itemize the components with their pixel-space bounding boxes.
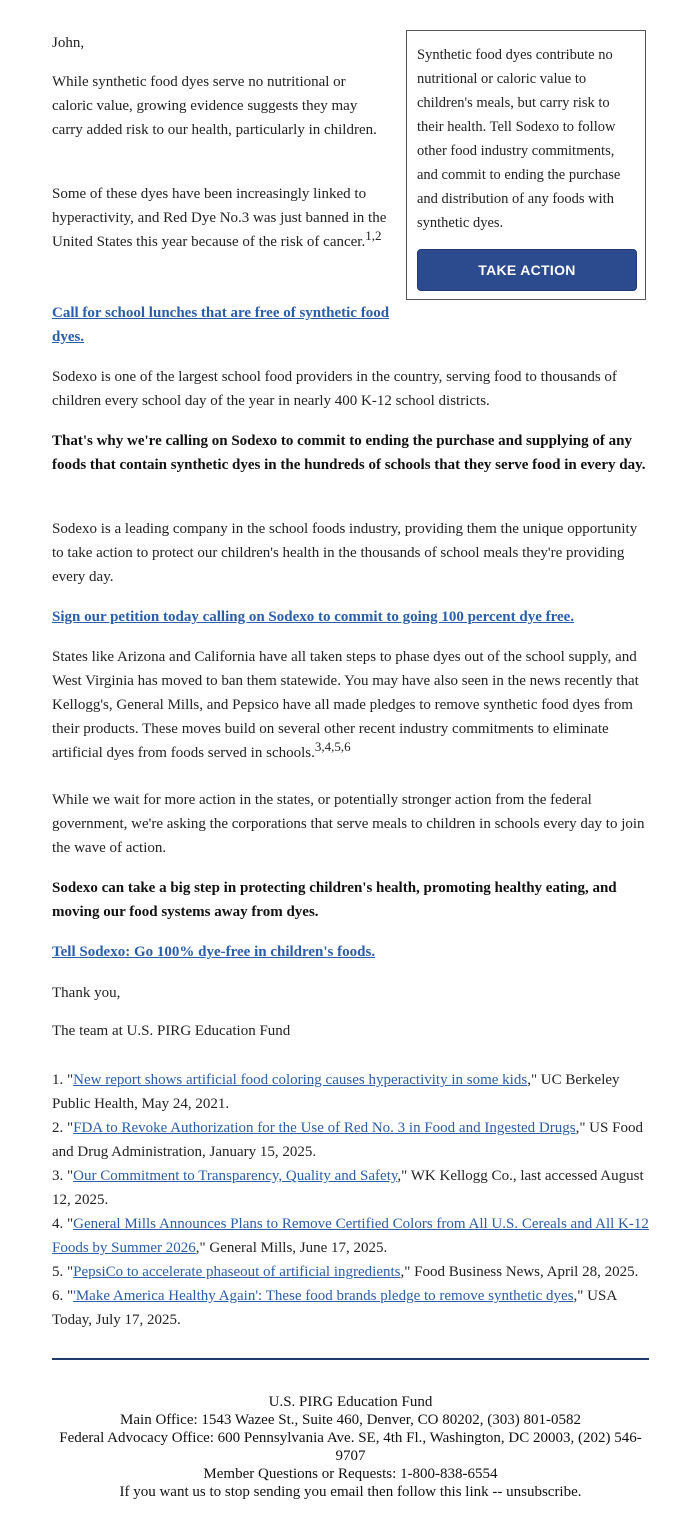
footer (52, 1393, 649, 1501)
reference-source: ," US Food and Drug Administration, January 15, 2025. (52, 1120, 643, 1160)
cta-link-school-lunches-text[interactable]: Call for school lunches that are free of synthetic food dyes. (52, 305, 390, 345)
reference-number: 5. " (52, 1264, 74, 1280)
footer-federal-office: Federal Advocacy Office: 600 Pennsylvania Ave. SE, 4th Fl., Washington, DC 20003, (202) 546-9707 (59, 1430, 642, 1464)
reference-source: ," Food Business News, April 28, 2025. (400, 1264, 639, 1280)
take-action-button[interactable]: TAKE ACTION (417, 249, 637, 291)
reference-link[interactable]: PepsiCo to accelerate phaseout of artificial ingredients (73, 1264, 401, 1280)
signature: The team at U.S. PIRG Education Fund (52, 1023, 291, 1039)
footnote-ref-1-2: 1,2 (365, 228, 382, 243)
closing-thanks: Thank you, (52, 985, 121, 1001)
reference-item (52, 1284, 649, 1332)
paragraph-big-step: Sodexo can take a big step in protecting children's health, promoting healthy eating, and moving our food systems away from dyes. (52, 880, 617, 920)
footer-main-office: Main Office: 1543 Wazee St., Suite 460, Denver, CO 80202, (303) 801-0582 (120, 1412, 581, 1428)
reference-number: 1. " (52, 1072, 74, 1088)
reference-link[interactable]: 'Make America Healthy Again': These food brands pledge to remove synthetic dyes (73, 1288, 574, 1304)
paragraph-states (52, 645, 649, 765)
paragraph-calling-on-sodexo: That's why we're calling on Sodexo to commit to ending the purchase and supplying of any foods that contain synthetic dyes in the hundreds of schools that they serve food in every day. (52, 433, 646, 473)
intro-paragraph-2-text: Some of these dyes have been increasingly linked to hyperactivity, and Red Dye No.3 was just banned in the United States this year because of the risk of cancer. (52, 186, 387, 250)
sidebar-text: Synthetic food dyes contribute no nutritional or caloric value to children's meals, but carry risk to their health. Tell Sodexo to follow other food industry commitments, and commit to ending the purchase and distribution of any foods with synthetic dyes. (417, 47, 621, 231)
reference-number: 4. " (52, 1216, 74, 1232)
reference-item (52, 1116, 649, 1164)
reference-link[interactable]: Our Commitment to Transparency, Quality and Safety (73, 1168, 398, 1184)
intro-paragraph-2 (52, 182, 392, 254)
reference-item (52, 1260, 649, 1284)
cta-link-sign-petition-text[interactable]: Sign our petition today calling on Sodexo to commit to going 100 percent dye free. (52, 609, 575, 625)
paragraph-sodexo-provider: Sodexo is one of the largest school food providers in the country, serving food to thousands of children every school day of the year in nearly 400 K-12 school districts. (52, 369, 617, 409)
footer-divider (52, 1358, 649, 1360)
paragraph-states-text: States like Arizona and California have all taken steps to phase dyes out of the school supply, and West Virginia has moved to ban them statewide. You may have also seen in the news recently that Kellogg's, General Mills, and Pepsico have all made pledges to remove synthetic food dyes from their products. These moves build on several other recent industry commitments to eliminate artificial dyes from foods served in schools. (52, 649, 639, 761)
footer-org-name: U.S. PIRG Education Fund (268, 1394, 433, 1410)
reference-source: ," USA Today, July 17, 2025. (52, 1288, 617, 1328)
reference-source: ," WK Kellogg Co., last accessed August 12, 2025. (52, 1168, 644, 1208)
reference-item (52, 1212, 649, 1260)
intro-paragraph-1: While synthetic food dyes serve no nutritional or caloric value, growing evidence suggests they may carry added risk to our health, particularly in children. (52, 74, 377, 138)
footnote-ref-3-6: 3,4,5,6 (314, 739, 351, 754)
footer-member-contact: Member Questions or Requests: 1-800-838-6554 (203, 1466, 498, 1482)
reference-link[interactable]: New report shows artificial food coloring causes hyperactivity in some kids (73, 1072, 528, 1088)
greeting: John, (52, 35, 85, 51)
reference-link[interactable]: FDA to Revoke Authorization for the Use of Red No. 3 in Food and Ingested Drugs (73, 1120, 576, 1136)
take-action-sidebar (406, 30, 646, 300)
paragraph-wait-for-action: While we wait for more action in the states, or potentially stronger action from the federal government, we're asking the corporations that serve meals to children in schools every day to join the wave of action. (52, 792, 645, 856)
cta-link-school-lunches[interactable] (52, 301, 392, 349)
reference-number: 3. " (52, 1168, 74, 1184)
reference-source: ," General Mills, June 17, 2025. (195, 1240, 388, 1256)
cta-link-dye-free-text[interactable]: Tell Sodexo: Go 100% dye-free in children's foods. (52, 944, 376, 960)
references-list (52, 1068, 649, 1332)
reference-number: 6. " (52, 1288, 74, 1304)
reference-item (52, 1068, 649, 1116)
reference-source: ," UC Berkeley Public Health, May 24, 2021. (52, 1072, 620, 1112)
cta-link-dye-free[interactable] (52, 940, 649, 964)
reference-link[interactable]: General Mills Announces Plans to Remove Certified Colors from All U.S. Cereals and All K-12 Foods by Summer 2026 (52, 1216, 649, 1256)
reference-item (52, 1164, 649, 1212)
footer-unsubscribe-link[interactable]: If you want us to stop sending you email then follow this link -- unsubscribe. (119, 1484, 582, 1500)
cta-link-sign-petition[interactable] (52, 605, 649, 629)
paragraph-leading-company: Sodexo is a leading company in the school foods industry, providing them the unique opportunity to take action to protect our children's health in the thousands of school meals they're providing every day. (52, 521, 638, 585)
reference-number: 2. " (52, 1120, 74, 1136)
